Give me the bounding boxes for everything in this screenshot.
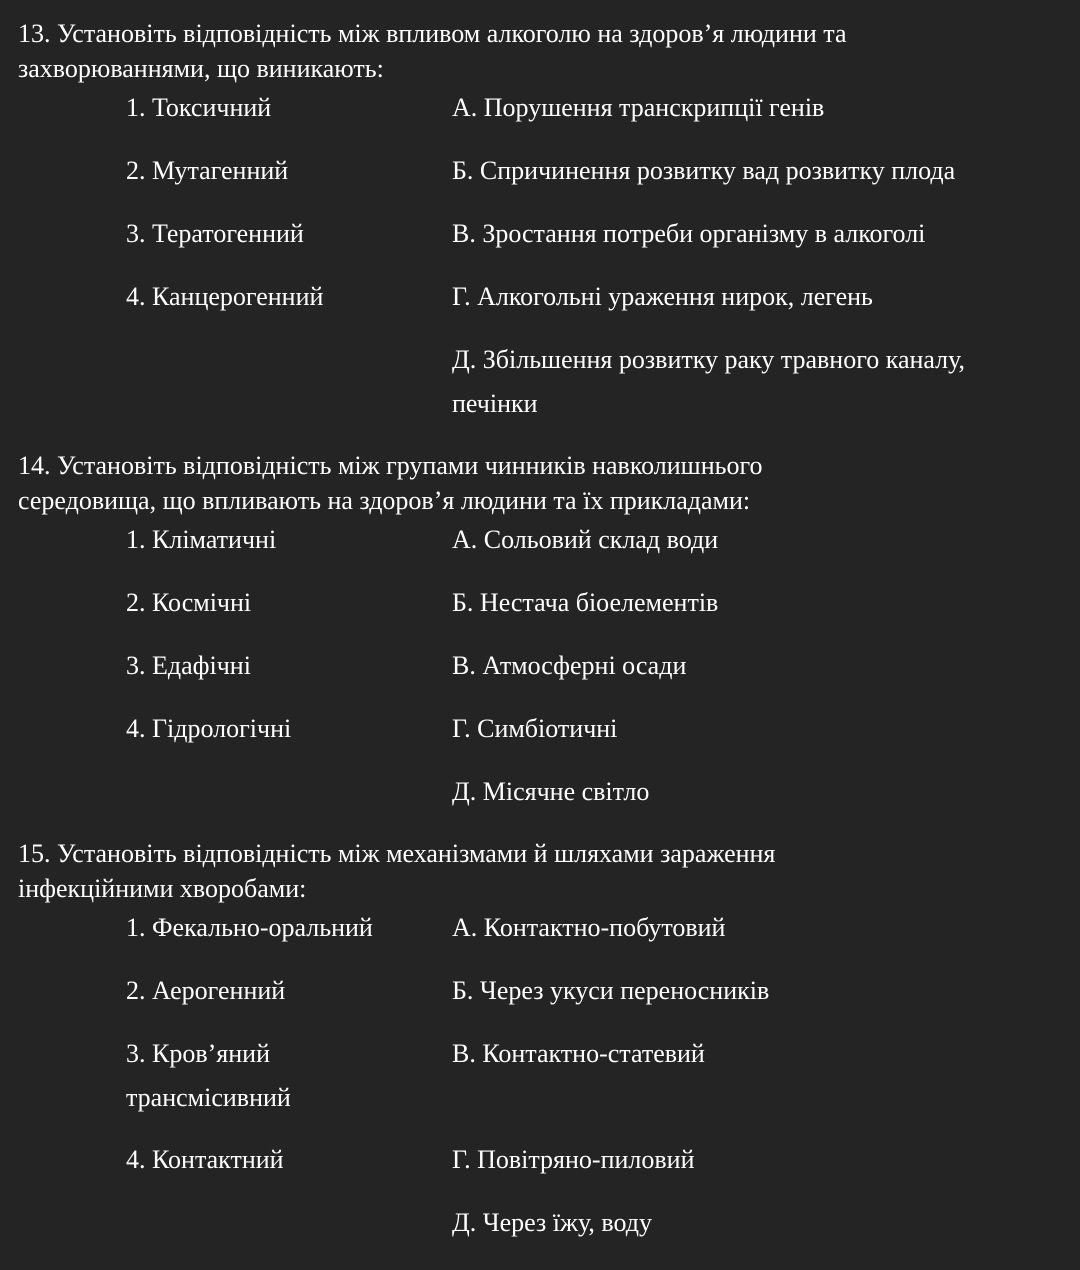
question-13-text: 13. Установіть відповідність між впливом алкоголю на здоров’я людини та захворюваннями, що виникають: — [18, 19, 847, 83]
q14-right-item-e: Д. Місячне світло — [452, 777, 650, 806]
q13-right-item-b: Б. Спричинення розвитку вад розвитку плода — [452, 156, 956, 185]
q14-right-item-b: Б. Нестача біоелементів — [452, 588, 719, 617]
question-13 — [18, 16, 1068, 418]
q13-right-item-d: Г. Алкогольні ураження нирок, легень — [452, 282, 873, 311]
q15-right-item-e: Д. Через їжу, воду — [452, 1208, 652, 1237]
q14-left-item-4: 4. Гідрологічні — [126, 714, 292, 743]
q15-right-item-d: Г. Повітряно-пиловий — [452, 1145, 695, 1174]
q13-right-item-c: В. Зростання потреби організму в алкоголі — [452, 219, 926, 248]
q14-left-item-1: 1. Кліматичні — [126, 525, 277, 554]
q15-right-item-a: А. Контактно-побутовий — [452, 913, 726, 942]
question-15 — [18, 836, 1068, 1237]
q13-left-item-1: 1. Токсичний — [126, 93, 272, 122]
q15-left-item-2: 2. Аерогенний — [126, 976, 286, 1005]
question-14-text: 14. Установіть відповідність між групами чинників навколишнього середовища, що впливають на здоров’я людини та їх прикладами: — [18, 451, 763, 515]
question-14 — [18, 448, 1068, 806]
q14-right-item-a: А. Сольовий склад води — [452, 525, 719, 554]
q13-left-item-3: 3. Тератогенний — [126, 219, 304, 248]
q15-left-item-4: 4. Контактний — [126, 1145, 284, 1174]
q15-right-item-b: Б. Через укуси переносників — [452, 976, 770, 1005]
question-15-text: 15. Установіть відповідність між механізмами й шляхами зараження інфекційними хворобами: — [18, 839, 776, 903]
q15-left-item-3: 3. Кров’яний трансмісивний — [126, 1039, 291, 1112]
q13-right-item-a: А. Порушення транскрипції генів — [452, 93, 825, 122]
q15-right-item-c: В. Контактно-статевий — [452, 1039, 705, 1068]
q14-left-item-3: 3. Едафічні — [126, 651, 251, 680]
q13-left-item-2: 2. Мутагенний — [126, 156, 289, 185]
q13-left-item-4: 4. Канцерогенний — [126, 282, 324, 311]
q14-right-item-d: Г. Симбіотичні — [452, 714, 618, 743]
q15-left-item-1: 1. Фекально-оральний — [126, 913, 373, 942]
q13-right-item-e: Д. Збільшення розвитку раку травного каналу, печінки — [452, 345, 966, 418]
q14-left-item-2: 2. Космічні — [126, 588, 252, 617]
q14-right-item-c: В. Атмосферні осади — [452, 651, 687, 680]
